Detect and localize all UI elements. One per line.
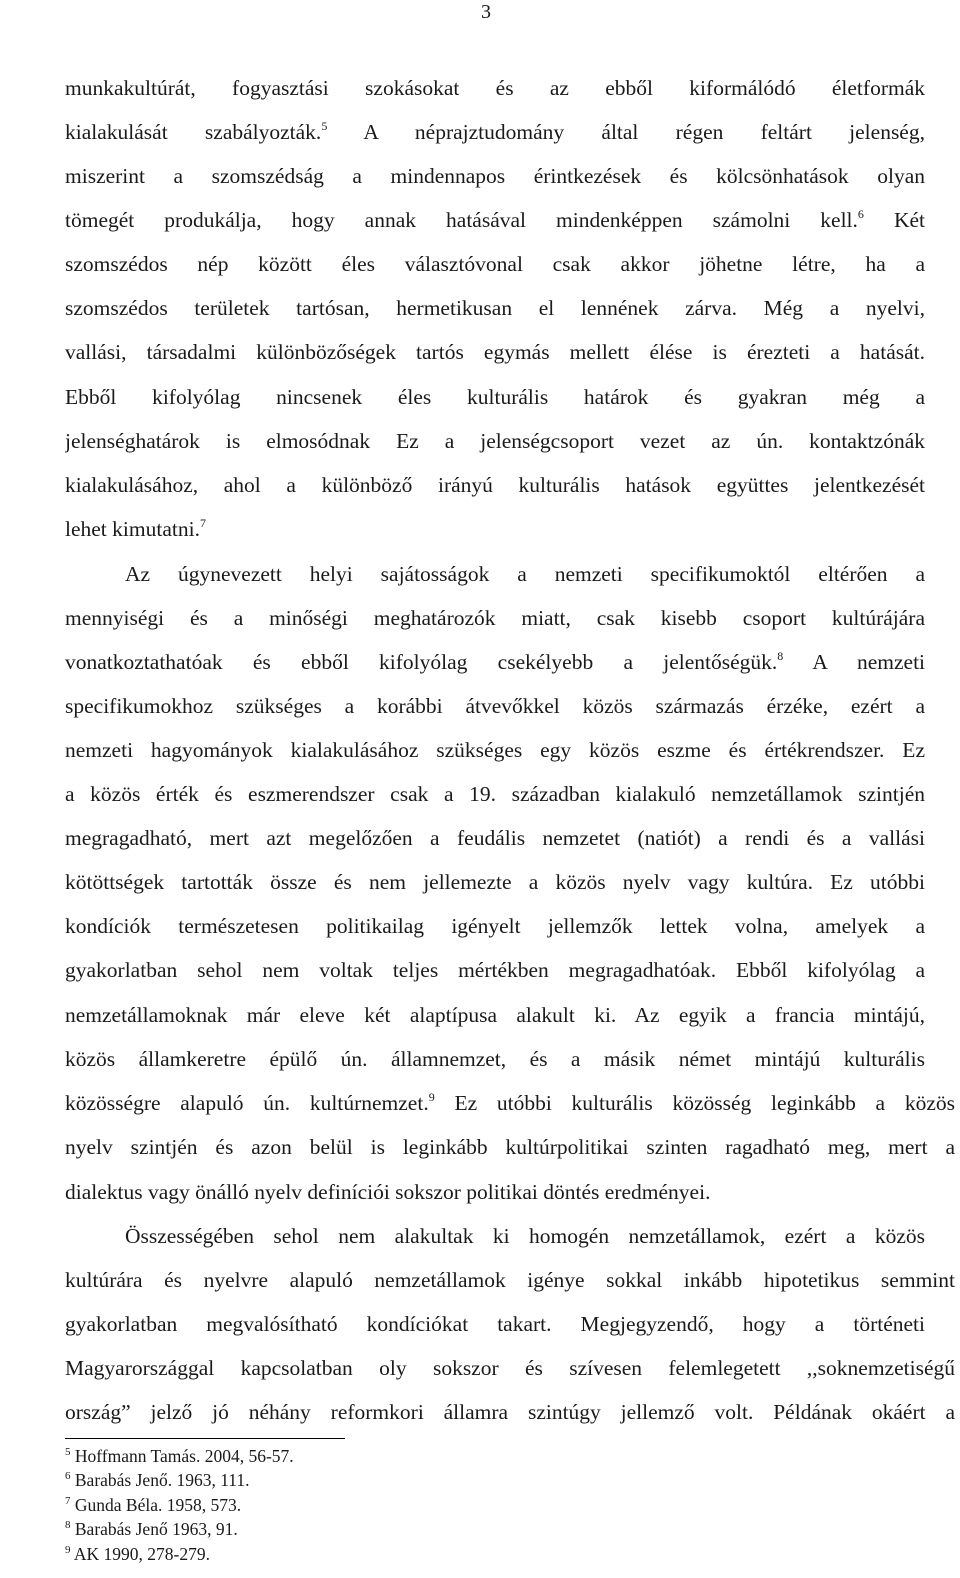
body-line: kultúrára és nyelvre alapuló nemzetállamok igénye sokkal inkább hipotetikus semmint <box>65 1268 955 1292</box>
body-line: kialakulásához, ahol a különböző irányú kulturális hatások együttes jelentkezését <box>65 473 925 497</box>
footnote: $^8$ Barabás Jenő 1963, 91. <box>65 1519 238 1539</box>
page-number: 3 <box>481 1 491 23</box>
body-line: dialektus vagy önálló nyelv definíciói sokszor politikai döntés eredményei. <box>65 1180 711 1204</box>
body-line: kialakulását szabályozták.$^5$ A néprajztudomány által régen feltárt jelenség, <box>65 119 925 144</box>
body-line: miszerint a szomszédság a mindennapos érintkezések és kölcsönhatások olyan <box>65 164 925 188</box>
footnote: $^6$ Barabás Jenő. 1963, 111. <box>65 1470 250 1490</box>
footnote-ref: 7 <box>199 516 206 530</box>
body-line: gyakorlatban sehol nem voltak teljes mértékben megragadhatóak. Ebből kifolyólag a <box>65 958 925 982</box>
body-line: Összességében sehol nem alakultak ki homogén nemzetállamok, ezért a közös <box>125 1224 925 1248</box>
body-line: a közös érték és eszmerendszer csak a 19. században kialakuló nemzetállamok szintjén <box>65 782 925 806</box>
body-line: vallási, társadalmi különbözőségek tartós egymás mellett élése is érezteti a hatását. <box>65 340 925 364</box>
body-line: Ebből kifolyólag nincsenek éles kulturális határok és gyakran még a <box>65 385 925 409</box>
body-line: vonatkoztathatóak és ebből kifolyólag csekélyebb a jelentőségük.$^8$ A nemzeti <box>65 649 925 674</box>
body-line: Magyarországgal kapcsolatban oly sokszor és szívesen felemlegetett ,,soknemzetiségű <box>65 1356 955 1380</box>
body-line: kötöttségek tartották össze és nem jellemezte a közös nyelv vagy kultúra. Ez utóbbi <box>65 870 925 894</box>
body-line: munkakultúrát, fogyasztási szokásokat és az ebből kiformálódó életformák <box>65 76 925 100</box>
footnote: $^9$ AK 1990, 278-279. <box>65 1544 211 1564</box>
footnote-ref: 9 <box>428 1090 435 1104</box>
body-line: mennyiségi és a minőségi meghatározók miatt, csak kisebb csoport kultúrájára <box>65 606 925 630</box>
footnote: $^7$ Gunda Béla. 1958, 573. <box>65 1495 242 1515</box>
footnote-ref: 6 <box>857 207 864 221</box>
body-line: közösségre alapuló ún. kultúrnemzet.$^9$ Ez utóbbi kulturális közösség leginkább a közös <box>65 1090 955 1115</box>
body-line: jelenséghatárok is elmosódnak Ez a jelenségcsoport vezet az ún. kontaktzónák <box>65 429 925 453</box>
body-line: megragadható, mert azt megelőzően a feudális nemzetet (natiót) a rendi és a vallási <box>65 826 925 850</box>
body-line: lehet kimutatni.$^7$ <box>65 516 206 541</box>
body-line: nyelv szintjén és azon belül is leginkább kultúrpolitikai szinten ragadható meg, mert a <box>65 1135 955 1159</box>
body-line: szomszédos területek tartósan, hermetikusan el lennének zárva. Még a nyelvi, <box>65 296 925 320</box>
body-line: specifikumokhoz szükséges a korábbi átvevőkkel közös származás érzéke, ezért a <box>65 694 925 718</box>
body-line: nemzetállamoknak már eleve két alaptípusa alakult ki. Az egyik a francia mintájú, <box>65 1003 925 1027</box>
body-line: nemzeti hagyományok kialakulásához szükséges egy közös eszme és értékrendszer. Ez <box>65 738 925 762</box>
footnote-separator <box>65 1438 345 1439</box>
body-line: kondíciók természetesen politikailag igényelt jellemzők lettek volna, amelyek a <box>65 914 925 938</box>
body-line: ország” jelző jó néhány reformkori államra szintúgy jellemző volt. Példának okáért a <box>65 1400 955 1424</box>
footnote: $^5$ Hoffmann Tamás. 2004, 56-57. <box>65 1446 294 1466</box>
body-line: közös államkeretre épülő ún. államnemzet, és a másik német mintájú kulturális <box>65 1047 925 1071</box>
footnote-ref: 8 <box>777 649 784 663</box>
body-line: Az úgynevezett helyi sajátosságok a nemzeti specifikumoktól eltérően a <box>125 562 925 586</box>
body-line: gyakorlatban megvalósítható kondíciókat takart. Megjegyzendő, hogy a történeti <box>65 1312 925 1336</box>
body-line: tömegét produkálja, hogy annak hatásával mindenképpen számolni kell.$^6$ Két <box>65 207 925 232</box>
footnote-ref: 5 <box>321 119 328 133</box>
body-line: szomszédos nép között éles választóvonal csak akkor jöhetne létre, ha a <box>65 252 925 276</box>
